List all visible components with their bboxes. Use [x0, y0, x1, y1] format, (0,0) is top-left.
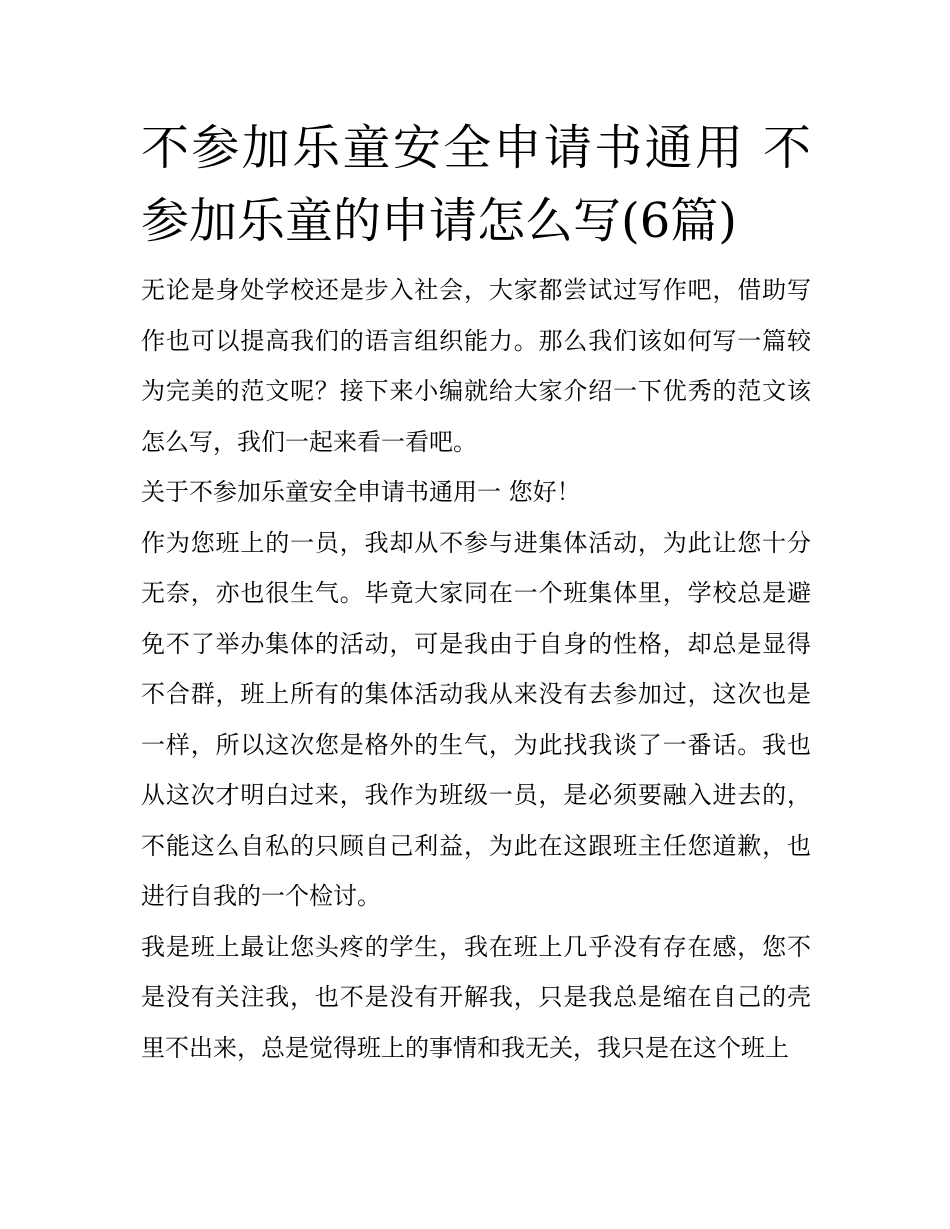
body-paragraph: 作为您班上的一员，我却从不参与进集体活动，为此让您十分无奈，亦也很生气。毕竟大家同在一个班集体里，学校总是避免不了举办集体的活动，可是我由于自身的性格，却总是显得不合群，班上所有的集体活动我从来没有去参加过，这次也是一样，所以这次您是格外的生气，为此找我谈了一番话。我也从这次才明白过来，我作为班级一员，是必须要融入进去的，不能这么自私的只顾自己利益，为此在这跟班主任您道歉，也进行自我的一个检讨。	[141, 528, 811, 910]
document-body	[141, 112, 811, 1073]
intro-paragraph: 无论是身处学校还是步入社会，大家都尝试过写作吧，借助写作也可以提高我们的语言组织能力。那么我们该如何写一篇较为完美的范文呢？接下来小编就给大家介绍一下优秀的范文该怎么写，我们一起来看一看吧。	[141, 276, 811, 456]
body-paragraph: 我是班上最让您头疼的学生，我在班上几乎没有存在感，您不是没有关注我，也不是没有开解我，只是我总是缩在自己的壳里不出来，总是觉得班上的事情和我无关，我只是在这个班上	[141, 932, 811, 1062]
section-heading-paragraph: 关于不参加乐童安全申请书通用一 您好！	[141, 478, 581, 506]
document-title: 不参加乐童安全申请书通用 不参加乐童的申请怎么写(6篇)	[141, 120, 811, 249]
